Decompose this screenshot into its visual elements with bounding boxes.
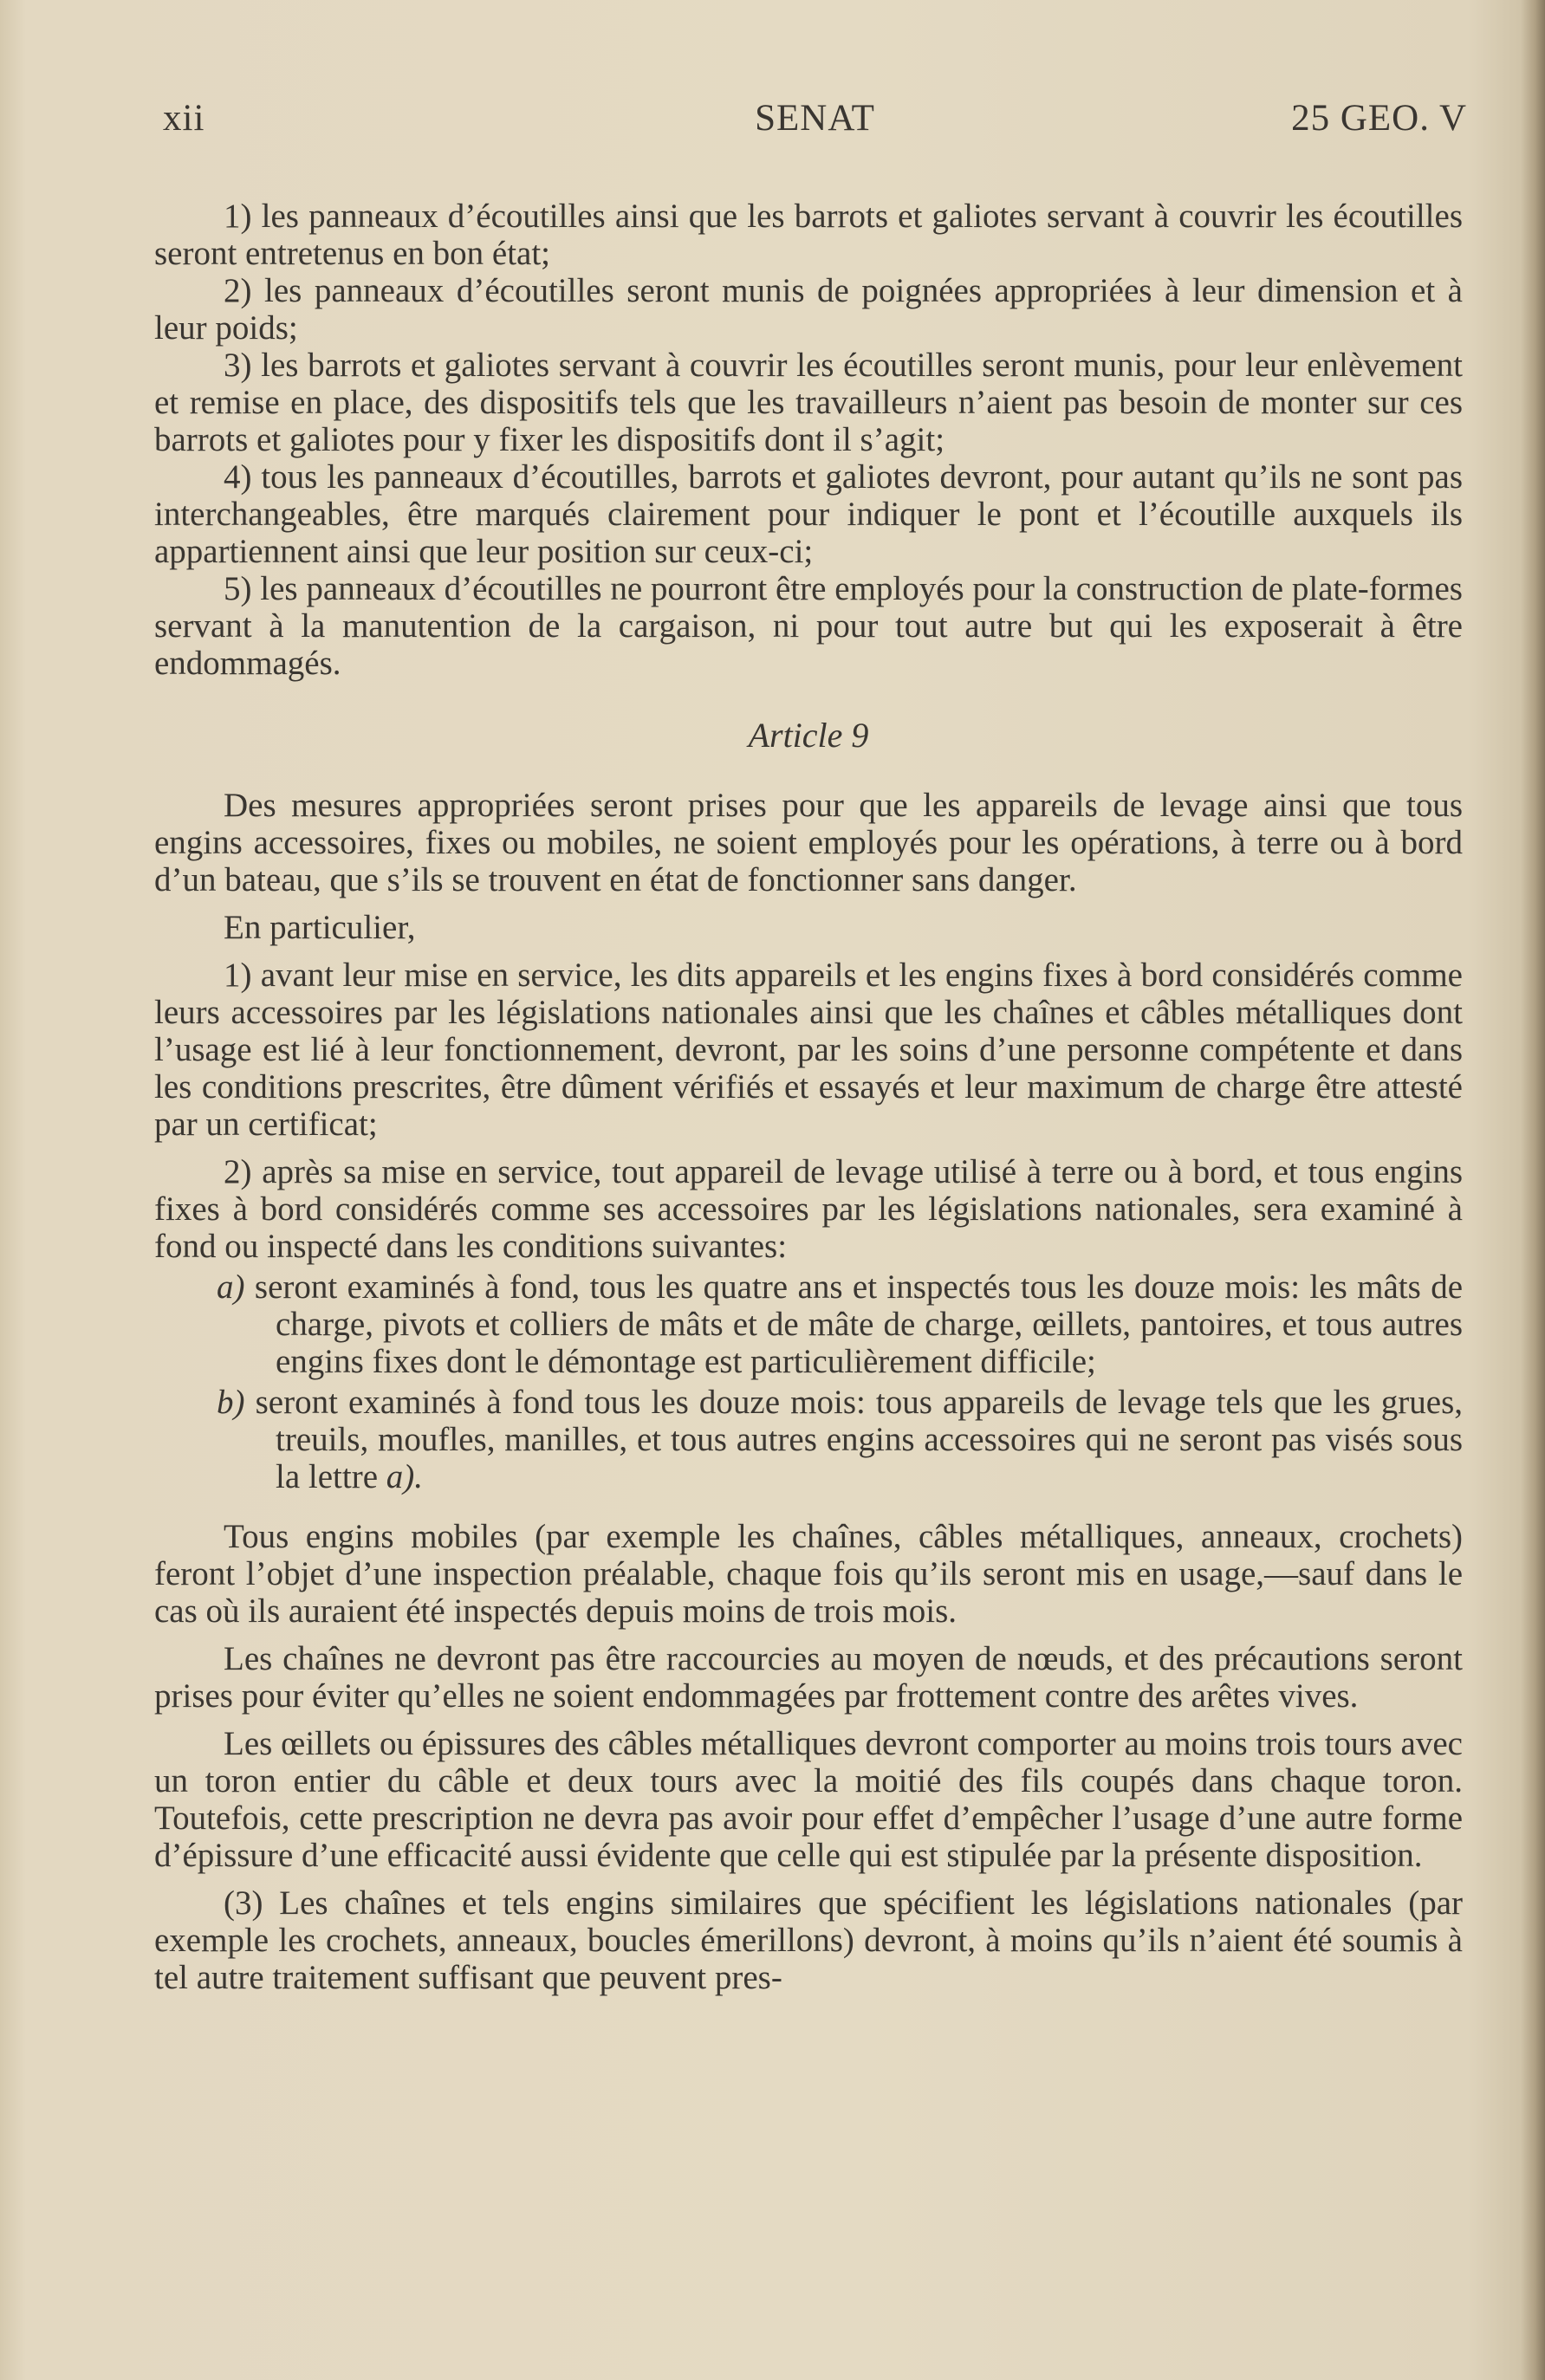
paragraph-requirement-1: 1) avant leur mise en service, les dits appareils et les engins fixes à bord considérés comme leurs accessoires par les législations nationales ainsi que les chaînes et câbles métalliques dont l’usage est lié à leur fonctionnement, devront, par les soins d’une personne compétente et dans les conditions prescrites, être dûment vérifiés et essayés et leur maximum de charge être attesté par un certificat; xyxy=(154,957,1463,1143)
sub-item-b-text: seront examinés à fond tous les douze mois: tous appareils de levage tels que les grues, treuils, moufles, manilles, et tous autres engins accessoires qui ne seront pas visés sous la lettre xyxy=(255,1384,1463,1495)
sub-item-a-label: a) xyxy=(217,1268,245,1306)
sub-item-b xyxy=(154,1384,1463,1495)
en-particulier-line: En particulier, xyxy=(224,909,416,946)
paragraph-requirement-2: 2) après sa mise en service, tout appareil de levage utilisé à terre ou à bord, et tous engins fixes à bord considérés comme ses accessoires par les législations nationales, sera examiné à fond ou inspecté dans les conditions suivantes: xyxy=(154,1153,1463,1265)
paragraph-item-3: 3) les barrots et galiotes servant à couvrir les écoutilles seront munis, pour leur enlèvement et remise en place, des dispositifs tels que les travailleurs n’aient pas besoin de monter sur ces barrots et galiotes pour y fixer les dispositifs dont il s’agit; xyxy=(154,347,1463,458)
paragraph-mobile-gear: Tous engins mobiles (par exemple les chaînes, câbles métalliques, anneaux, crochets) feront l’objet d’une inspection préalable, chaque fois qu’ils seront mis en usage,—sauf dans le cas où ils auraient été inspectés depuis moins de trois mois. xyxy=(154,1518,1463,1630)
page-number: xii xyxy=(163,98,205,139)
sub-item-b-label: b) xyxy=(217,1384,245,1421)
paragraph-item-3-chains: (3) Les chaînes et tels engins similaires que spécifient les législations nationales (par exemple les crochets, anneaux, boucles émerillons) devront, à moins qu’ils n’aient été soumis à tel autre traitement suffisant que peuvent pres- xyxy=(154,1884,1463,1996)
article-intro-paragraph: Des mesures appropriées seront prises pour que les appareils de levage ainsi que tous engins accessoires, fixes ou mobiles, ne soient employés pour les opérations, à terre ou à bord d’un bateau, que s’ils se trouvent en état de fonctionner sans danger. xyxy=(154,787,1463,898)
sub-item-a xyxy=(154,1268,1463,1380)
page-edge-shadow xyxy=(1521,0,1545,2380)
article-heading: Article 9 xyxy=(748,716,869,755)
paragraph-item-1: 1) les panneaux d’écoutilles ainsi que les barrots et galiotes servant à couvrir les écoutilles seront entretenus en bon état; xyxy=(154,198,1463,272)
regnal-year: 25 GEO. V xyxy=(1291,98,1467,139)
sub-item-b-reference: a). xyxy=(386,1458,424,1495)
paragraph-chains: Les chaînes ne devront pas être raccourcies au moyen de nœuds, et des précautions seront prises pour éviter qu’elles ne soient endommagées par frottement contre des arêtes vives. xyxy=(154,1640,1463,1715)
paragraph-splices: Les œillets ou épissures des câbles métalliques devront comporter au moins trois tours avec un toron entier du câble et deux tours avec la moitié des fils coupés dans chaque toron. Toutefois, cette prescription ne devra pas avoir pour effet d’empêcher l’usage d’une autre forme d’épissure d’une efficacité aussi évidente que celle qui est stipulée par la présente disposition. xyxy=(154,1725,1463,1874)
paragraph-item-5: 5) les panneaux d’écoutilles ne pourront être employés pour la construction de plate-formes servant à la manutention de la cargaison, ni pour tout autre but qui les exposerait à être endommagés. xyxy=(154,570,1463,682)
body-text xyxy=(154,198,1463,1996)
sub-item-a-text: seront examinés à fond, tous les quatre ans et inspectés tous les douze mois: les mâts de charge, pivots et colliers de mâts et de mâte de charge, œillets, pantoires, et tous autres engins fixes dont le démontage est particulièrement difficile; xyxy=(254,1268,1463,1380)
paragraph-item-4: 4) tous les panneaux d’écoutilles, barrots et galiotes devront, pour autant qu’ils ne sont pas interchangeables, être marqués clairement pour indiquer le pont et l’écoutille auxquels ils appartiennent ainsi que leur position sur ceux-ci; xyxy=(154,458,1463,570)
running-head xyxy=(163,97,1467,149)
paragraph-item-2: 2) les panneaux d’écoutilles seront munis de poignées appropriées à leur dimension et à leur poids; xyxy=(154,272,1463,347)
running-title: SENAT xyxy=(755,98,875,139)
